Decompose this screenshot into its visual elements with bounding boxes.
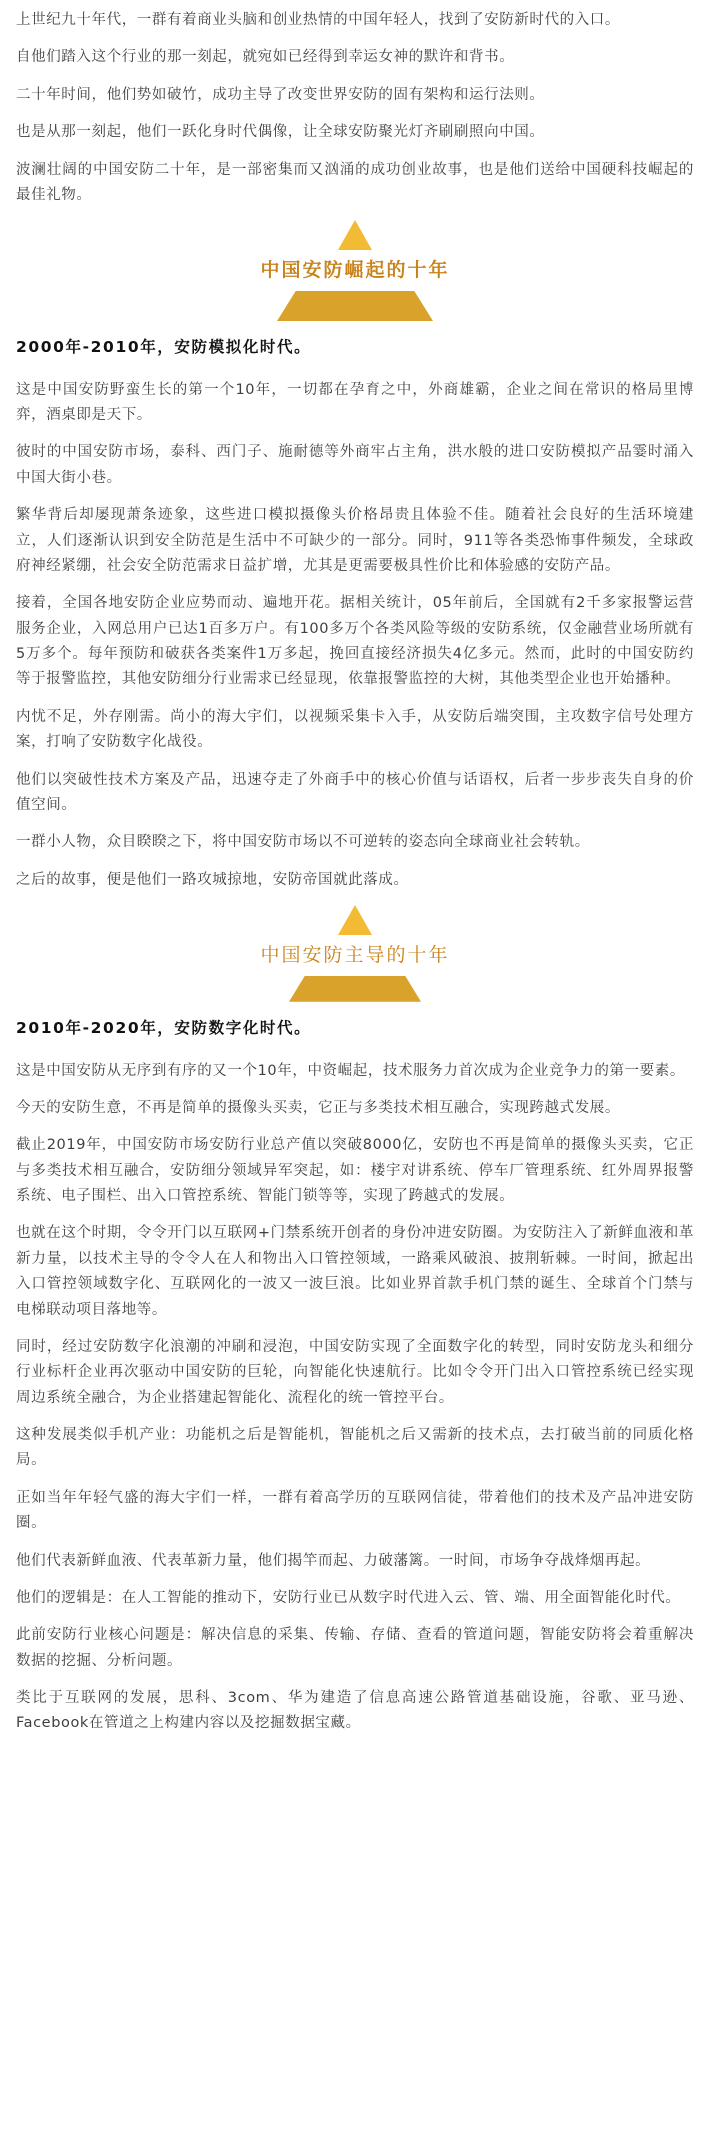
triangle-icon: [338, 905, 372, 935]
section1-paragraph: 内忧不足，外存刚需。尚小的海大宇们，以视频采集卡入手，从安防后端突围，主攻数字信号处理方案，打响了安防数字化战役。: [16, 708, 694, 751]
section2-paragraph: 此前安防行业核心问题是：解决信息的采集、传输、存储、查看的管道问题，智能安防将会着重解决数据的挖掘、分析问题。: [16, 1627, 694, 1669]
section2-paragraph: 这种发展类似手机产业：功能机之后是智能机，智能机之后又需新的技术点，去打破当前的同质化格局。: [16, 1427, 694, 1469]
section2-paragraph: 正如当年年轻气盛的海大宇们一样，一群有着高学历的互联网信徒，带着他们的技术及产品冲进安防圈。: [16, 1489, 694, 1532]
section2-paragraph: 类比于互联网的发展，思科、3com、华为建造了信息高速公路管道基础设施，谷歌、亚马逊、Facebook在管道之上构建内容以及挖掘数据宝藏。: [16, 1690, 694, 1732]
section1-paragraph: 他们以突破性技术方案及产品，迅速夺走了外商手中的核心价值与话语权，后者一步步丧失自身的价值空间。: [16, 771, 694, 813]
section2-paragraph: 也就在这个时期，令令开门以互联网+门禁系统开创者的身份冲进安防圈。为安防注入了新鲜血液和革新力量，以技术主导的令令人在人和物出入口管控领域，一路乘风破浪、披荆斩棘。一时间，掀起出入口管控领域数字化、互联网化的一波又一波巨浪。比如业界首款手机门禁的诞生、全球首个门禁与电梯联动项目落地等。: [16, 1225, 694, 1318]
section2-paragraph: 截止2019年，中国安防市场安防行业总产值以突破8000亿，安防也不再是简单的摄像头买卖，它正与多类技术相互融合，安防细分领域异军突起，如：楼宇对讲系统、停车厂管理系统、红外周界报警系统、电子围栏、出入口管控系统、智能门锁等等，实现了跨越式的发展。: [16, 1137, 694, 1205]
section1-paragraph: 之后的故事，便是他们一路攻城掠地，安防帝国就此落成。: [16, 871, 409, 888]
section1-paragraph: 繁华背后却屡现萧条迹象，这些进口模拟摄像头价格昂贵且体验不佳。随着社会良好的生活环境建立，人们逐渐认识到安全防范是生活中不可缺少的一部分。同时，911等各类恐怖事件频发，全球政府神经紧绷，社会安全防范需求日益扩增，尤其是更需要极具性价比和体验感的安防产品。: [16, 507, 694, 574]
triangle-icon: [338, 220, 372, 250]
section2-paragraph: 他们的逻辑是：在人工智能的推动下，安防行业已从数字时代进入云、管、端、用全面智能化时代。: [16, 1589, 681, 1606]
section1-paragraph: 这是中国安防野蛮生长的第一个10年，一切都在孕育之中，外商雄霸，企业之间在常识的格局里博弈，酒桌即是天下。: [16, 381, 694, 424]
intro-paragraph: 自他们踏入这个行业的那一刻起，就宛如已经得到幸运女神的默许和背书。: [16, 49, 515, 66]
section-emblem-lead: [16, 905, 694, 1002]
section1-paragraph: 彼时的中国安防市场，泰科、西门子、施耐德等外商牢占主角，洪水般的进口安防模拟产品霎时涌入中国大街小巷。: [16, 444, 694, 486]
section2-paragraph: 今天的安防生意，不再是简单的摄像头买卖，它正与多类技术相互融合，实现跨越式发展。: [16, 1099, 620, 1116]
trapezoid-icon: [277, 291, 433, 321]
section1-paragraph: 接着，全国各地安防企业应势而动、遍地开花。据相关统计，05年前后，全国就有2千多家报警运营服务企业，入网总用户已达1百多万户。有100多万个各类风险等级的安防系统，仅金融营业场所就有5万多个。每年预防和破获各类案件1万多起，挽回直接经济损失4亿多元。然而，此时的中国安防约等于报警监控，其他安防细分行业需求已经显现，依靠报警监控的大树，其他类型企业也开始播种。: [16, 595, 694, 688]
intro-paragraph: 波澜壮阔的中国安防二十年，是一部密集而又汹涌的成功创业故事，也是他们送给中国硬科技崛起的最佳礼物。: [16, 161, 694, 203]
trapezoid-icon: [289, 976, 421, 1002]
intro-paragraph: 也是从那一刻起，他们一跃化身时代偶像，让全球安防聚光灯齐刷刷照向中国。: [16, 124, 545, 141]
section1-paragraph: 一群小人物，众目睽睽之下，将中国安防市场以不可逆转的姿态向全球商业社会转轨。: [16, 834, 590, 851]
section2-paragraph: 同时，经过安防数字化浪潮的冲刷和浸泡，中国安防实现了全面数字化的转型，同时安防龙头和细分行业标杆企业再次驱动中国安防的巨轮，向智能化快速航行。比如令令开门出入口管控系统已经实现周边系统全融合，为企业搭建起智能化、流程化的统一管控平台。: [16, 1338, 694, 1406]
intro-paragraph: 上世纪九十年代，一群有着商业头脑和创业热情的中国年轻人，找到了安防新时代的入口。: [16, 12, 620, 28]
section-emblem-rise: [16, 220, 694, 321]
intro-paragraph: 二十年时间，他们势如破竹，成功主导了改变世界安防的固有架构和运行法则。: [16, 86, 545, 103]
section-title-lead: 中国安防主导的十年: [260, 944, 450, 967]
section2-paragraph: 他们代表新鲜血液、代表革新力量，他们揭竿而起、力破藩篱。一时间，市场争夺战烽烟再起。: [16, 1552, 651, 1569]
section-title-rise: 中国安防崛起的十年: [260, 259, 450, 282]
section2-paragraph: 这是中国安防从无序到有序的又一个10年，中资崛起，技术服务力首次成为企业竞争力的第一要素。: [16, 1062, 685, 1079]
era-heading-digital: 2010年-2020年，安防数字化时代。: [16, 1018, 312, 1037]
era-heading-analog: 2000年-2010年，安防模拟化时代。: [16, 337, 312, 356]
